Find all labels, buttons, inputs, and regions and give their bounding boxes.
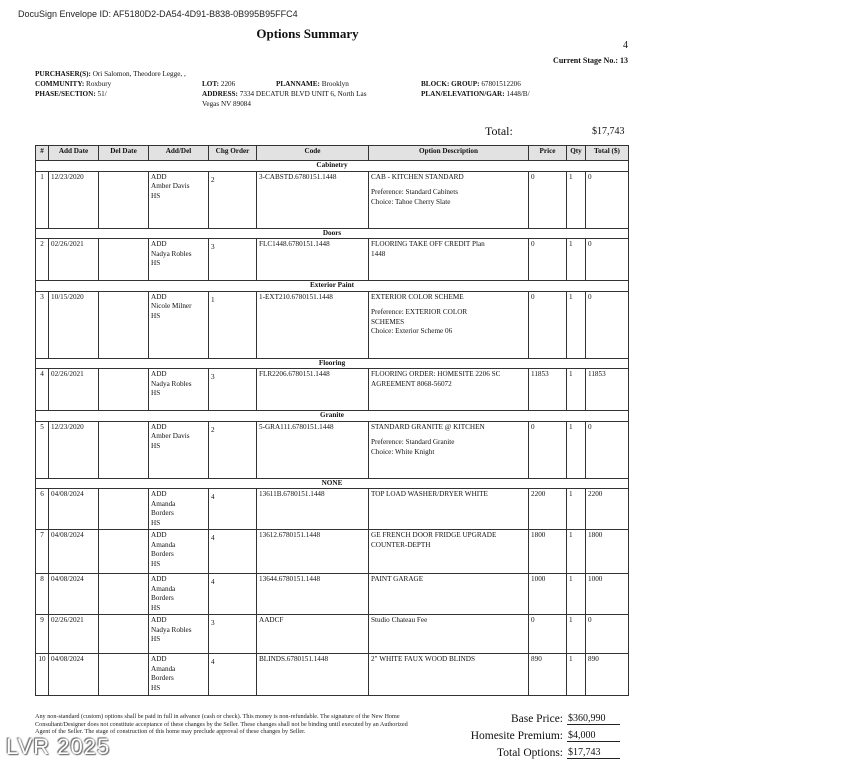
row-total: 1800 bbox=[586, 530, 629, 574]
row-code: FLC1448.6780151.1448 bbox=[257, 239, 369, 281]
lot-value: 2206 bbox=[220, 80, 236, 88]
row-chg-order bbox=[209, 291, 257, 358]
homesite-premium-value: $4,000 bbox=[567, 730, 620, 742]
person-name-2: Borders bbox=[151, 509, 174, 517]
row-del-date bbox=[99, 530, 149, 574]
table-row bbox=[36, 421, 629, 478]
add-del-value: ADD bbox=[151, 655, 167, 663]
row-total: 0 bbox=[586, 291, 629, 358]
row-num: 4 bbox=[36, 369, 49, 411]
row-price: 0 bbox=[529, 615, 567, 654]
purchaser-value: Ori Salomon, Theodore Legge, , bbox=[92, 70, 186, 78]
total-options-row bbox=[423, 747, 620, 759]
row-description bbox=[369, 369, 529, 411]
col-code: Code bbox=[257, 146, 369, 161]
row-chg-order bbox=[209, 574, 257, 615]
row-price: 11853 bbox=[529, 369, 567, 411]
category-row bbox=[36, 478, 629, 489]
row-qty: 1 bbox=[567, 291, 586, 358]
desc-line: Studio Chateau Fee bbox=[371, 616, 428, 624]
row-num: 8 bbox=[36, 574, 49, 615]
row-price: 1800 bbox=[529, 530, 567, 574]
desc-line: 2" WHITE FAUX WOOD BLINDS bbox=[371, 655, 475, 663]
base-price-value: $360,990 bbox=[567, 713, 620, 725]
table-row bbox=[36, 291, 629, 358]
plan-elevation-line bbox=[421, 90, 530, 100]
disclaimer-note: Any non-standard (custom) options shall be paid in full in advance (cash or check). This money is non-refundable. The signature of the New Home Consultant/Designer does not constitute acceptance of these changes by the Seller. These changes shall not be binding until executed by an Authorized Agent of the Seller. The stage of construction of this home may preclude approval of these changes by Seller. bbox=[35, 713, 408, 736]
row-total: 890 bbox=[586, 654, 629, 696]
community-value: Roxbury bbox=[86, 80, 112, 88]
row-chg-order bbox=[209, 369, 257, 411]
hs-label: HS bbox=[151, 518, 161, 527]
row-price: 1000 bbox=[529, 574, 567, 615]
homesite-premium-row bbox=[423, 730, 620, 742]
row-code: 3-CABSTD.6780151.1448 bbox=[257, 171, 369, 228]
row-qty: 1 bbox=[567, 171, 586, 228]
table-row bbox=[36, 530, 629, 574]
phase-line bbox=[35, 90, 107, 100]
preference-line: Preference: Standard Granite bbox=[371, 438, 455, 446]
address-line-2: Vegas NV 89084 bbox=[202, 100, 251, 108]
row-qty: 1 bbox=[567, 574, 586, 615]
row-description bbox=[369, 489, 529, 530]
choice-line: Choice: Tahoe Cherry Slate bbox=[371, 197, 451, 206]
col-option-description: Option Description bbox=[369, 146, 529, 161]
person-name: Nadya Robles bbox=[151, 249, 192, 258]
row-total: 0 bbox=[586, 615, 629, 654]
row-num: 1 bbox=[36, 171, 49, 228]
row-total: 0 bbox=[586, 171, 629, 228]
row-code: 1-EXT210.6780151.1448 bbox=[257, 291, 369, 358]
person-name: Amanda bbox=[151, 584, 176, 593]
col-price: Price bbox=[529, 146, 567, 161]
base-price-row bbox=[423, 713, 620, 725]
group-label: GROUP: bbox=[451, 80, 480, 88]
row-add-del bbox=[149, 489, 209, 530]
chg-order-value: 4 bbox=[211, 493, 215, 501]
category-row bbox=[36, 281, 629, 292]
purchaser-label: PURCHASER(S): bbox=[35, 70, 91, 78]
row-add-date: 12/23/2020 bbox=[49, 171, 99, 228]
category-label: Granite bbox=[36, 411, 629, 422]
chg-order-value: 3 bbox=[211, 373, 215, 381]
col-total: Total ($) bbox=[586, 146, 629, 161]
row-del-date bbox=[99, 291, 149, 358]
block-group-line bbox=[421, 80, 521, 90]
add-del-value: ADD bbox=[151, 240, 167, 248]
preference-line: Preference: Standard Cabinets bbox=[371, 188, 459, 196]
total-label: Total: bbox=[485, 124, 513, 138]
chg-order-value: 4 bbox=[211, 534, 215, 542]
hs-label: HS bbox=[151, 311, 161, 320]
person-name: Amanda bbox=[151, 540, 176, 549]
row-add-del bbox=[149, 615, 209, 654]
row-add-date: 10/15/2020 bbox=[49, 291, 99, 358]
row-add-date: 02/26/2021 bbox=[49, 239, 99, 281]
desc-line: GE FRENCH DOOR FRIDGE UPGRADE bbox=[371, 531, 497, 539]
add-del-value: ADD bbox=[151, 172, 167, 181]
col-add-date: Add Date bbox=[49, 146, 99, 161]
choice-line: Choice: White Knight bbox=[371, 447, 435, 456]
row-num: 2 bbox=[36, 239, 49, 281]
row-add-del bbox=[149, 291, 209, 358]
row-add-date: 04/08/2024 bbox=[49, 574, 99, 615]
row-code: 13611B.6780151.1448 bbox=[257, 489, 369, 530]
planname-label: PLANNAME: bbox=[276, 80, 320, 88]
row-add-date: 04/08/2024 bbox=[49, 489, 99, 530]
total-options-value: $17,743 bbox=[567, 747, 620, 759]
row-total: 1000 bbox=[586, 574, 629, 615]
hs-label: HS bbox=[151, 559, 161, 568]
add-del-value: ADD bbox=[151, 531, 167, 539]
phase-value: 51/ bbox=[97, 90, 107, 98]
category-row bbox=[36, 161, 629, 172]
person-name: Amber Davis bbox=[151, 182, 190, 190]
base-price-label: Base Price: bbox=[510, 713, 563, 725]
watermark: LVR 2025 bbox=[6, 734, 111, 759]
row-price: 890 bbox=[529, 654, 567, 696]
category-label: Flooring bbox=[36, 358, 629, 369]
desc-line: FLOORING TAKE OFF CREDIT Plan bbox=[371, 240, 485, 248]
row-chg-order bbox=[209, 654, 257, 696]
hs-label: HS bbox=[151, 635, 161, 643]
row-price: 2200 bbox=[529, 489, 567, 530]
desc-line: EXTERIOR COLOR SCHEME bbox=[371, 292, 464, 301]
add-del-value: ADD bbox=[151, 370, 167, 378]
row-qty: 1 bbox=[567, 654, 586, 696]
row-description bbox=[369, 171, 529, 228]
hs-label: HS bbox=[151, 389, 161, 397]
desc-line: FLOORING ORDER: HOMESITE 2206 SC bbox=[371, 370, 501, 378]
row-code: AADCF bbox=[257, 615, 369, 654]
row-num: 3 bbox=[36, 291, 49, 358]
envelope-id: DocuSign Envelope ID: AF5180D2-DA54-4D91-B838-0B995B95FFC4 bbox=[18, 9, 298, 19]
hs-label: HS bbox=[151, 683, 161, 692]
community-line bbox=[35, 80, 111, 90]
row-add-del bbox=[149, 530, 209, 574]
chg-order-value: 1 bbox=[211, 295, 215, 304]
row-del-date bbox=[99, 239, 149, 281]
desc-line-2: 1448 bbox=[371, 249, 386, 258]
chg-order-value: 2 bbox=[211, 175, 215, 184]
desc-line: TOP LOAD WASHER/DRYER WHITE bbox=[371, 490, 488, 498]
chg-order-value: 2 bbox=[211, 425, 215, 434]
category-row bbox=[36, 358, 629, 369]
row-description bbox=[369, 291, 529, 358]
category-row bbox=[36, 411, 629, 422]
row-num: 6 bbox=[36, 489, 49, 530]
row-description bbox=[369, 615, 529, 654]
row-add-date: 04/08/2024 bbox=[49, 530, 99, 574]
community-label: COMMUNITY: bbox=[35, 80, 85, 88]
row-chg-order bbox=[209, 239, 257, 281]
person-name-2: Borders bbox=[151, 594, 174, 602]
row-description bbox=[369, 239, 529, 281]
add-del-value: ADD bbox=[151, 490, 167, 498]
preference-line: Preference: EXTERIOR COLOR SCHEMES bbox=[371, 308, 468, 326]
row-add-del bbox=[149, 421, 209, 478]
col-chg-order: Chg Order bbox=[209, 146, 257, 161]
row-add-del bbox=[149, 654, 209, 696]
row-del-date bbox=[99, 654, 149, 696]
row-qty: 1 bbox=[567, 421, 586, 478]
row-code: FLR2206.6780151.1448 bbox=[257, 369, 369, 411]
person-name: Amanda bbox=[151, 499, 176, 508]
hs-label: HS bbox=[151, 441, 161, 450]
row-total: 0 bbox=[586, 421, 629, 478]
table-row bbox=[36, 171, 629, 228]
row-del-date bbox=[99, 171, 149, 228]
hs-label: HS bbox=[151, 603, 161, 612]
chg-order-value: 3 bbox=[211, 619, 215, 627]
page-title: Options Summary bbox=[256, 26, 359, 41]
person-name-2: Borders bbox=[151, 674, 174, 682]
row-add-date: 04/08/2024 bbox=[49, 654, 99, 696]
row-price: 0 bbox=[529, 239, 567, 281]
homesite-premium-label: Homesite Premium: bbox=[470, 730, 563, 742]
row-total: 0 bbox=[586, 239, 629, 281]
page-number: 4 bbox=[623, 40, 628, 51]
row-description bbox=[369, 654, 529, 696]
category-label: Cabinetry bbox=[36, 161, 629, 172]
lot-line bbox=[202, 80, 235, 90]
person-name: Nicole Milner bbox=[151, 302, 192, 310]
choice-line: Choice: Exterior Scheme 06 bbox=[371, 327, 453, 335]
person-name: Amanda bbox=[151, 664, 176, 673]
plan-elevation-value: 1448/B/ bbox=[506, 90, 530, 98]
row-code: BLINDS.6780151.1448 bbox=[257, 654, 369, 696]
phase-label: PHASE/SECTION: bbox=[35, 90, 96, 98]
desc-line-2: COUNTER-DEPTH bbox=[371, 540, 431, 549]
col-del-date: Del Date bbox=[99, 146, 149, 161]
row-add-del bbox=[149, 171, 209, 228]
category-row bbox=[36, 228, 629, 239]
row-num: 7 bbox=[36, 530, 49, 574]
row-code: 13612.6780151.1448 bbox=[257, 530, 369, 574]
table-row bbox=[36, 489, 629, 530]
person-name: Nadya Robles bbox=[151, 379, 192, 388]
row-total: 2200 bbox=[586, 489, 629, 530]
current-stage-label: Current Stage No.: bbox=[553, 56, 618, 65]
row-chg-order bbox=[209, 489, 257, 530]
add-del-value: ADD bbox=[151, 292, 167, 301]
block-label: BLOCK: bbox=[421, 80, 450, 88]
table-row bbox=[36, 654, 629, 696]
planname-line bbox=[276, 80, 349, 90]
total-value: $17,743 bbox=[592, 126, 625, 137]
chg-order-value: 4 bbox=[211, 658, 215, 666]
row-add-date: 12/23/2020 bbox=[49, 421, 99, 478]
total-options-label: Total Options: bbox=[497, 747, 563, 759]
table-row bbox=[36, 574, 629, 615]
add-del-value: ADD bbox=[151, 575, 167, 583]
row-chg-order bbox=[209, 171, 257, 228]
row-add-date: 02/26/2021 bbox=[49, 615, 99, 654]
lot-label: LOT: bbox=[202, 80, 220, 88]
plan-elevation-label: PLAN/ELEVATION/GAR: bbox=[421, 90, 505, 98]
row-qty: 1 bbox=[567, 615, 586, 654]
col-qty: Qty bbox=[567, 146, 586, 161]
row-price: 0 bbox=[529, 171, 567, 228]
planname-value: Brooklyn bbox=[321, 80, 349, 88]
desc-line-2: AGREEMENT 8068-56072 bbox=[371, 379, 452, 388]
row-description bbox=[369, 530, 529, 574]
row-code: 13644.6780151.1448 bbox=[257, 574, 369, 615]
category-label: Exterior Paint bbox=[36, 281, 629, 292]
row-add-del bbox=[149, 239, 209, 281]
row-add-date: 02/26/2021 bbox=[49, 369, 99, 411]
current-stage bbox=[553, 56, 628, 65]
row-qty: 1 bbox=[567, 239, 586, 281]
group-value: 67801512206 bbox=[481, 80, 521, 88]
purchaser-line bbox=[35, 70, 186, 80]
row-num: 5 bbox=[36, 421, 49, 478]
address-value-1: 7334 DECATUR BLVD UNIT 6, North Las bbox=[239, 90, 367, 98]
table-row bbox=[36, 239, 629, 281]
desc-line: PAINT GARAGE bbox=[371, 575, 424, 583]
chg-order-value: 3 bbox=[211, 243, 215, 251]
row-code: 5-GRA111.6780151.1448 bbox=[257, 421, 369, 478]
person-name-2: Borders bbox=[151, 550, 174, 558]
address-label: ADDRESS: bbox=[202, 90, 238, 98]
row-del-date bbox=[99, 615, 149, 654]
row-add-del bbox=[149, 574, 209, 615]
row-qty: 1 bbox=[567, 369, 586, 411]
row-qty: 1 bbox=[567, 489, 586, 530]
current-stage-value: 13 bbox=[620, 56, 628, 65]
table-row bbox=[36, 369, 629, 411]
row-chg-order bbox=[209, 530, 257, 574]
row-chg-order bbox=[209, 421, 257, 478]
row-del-date bbox=[99, 421, 149, 478]
table-row bbox=[36, 615, 629, 654]
person-name: Amber Davis bbox=[151, 432, 190, 440]
row-total: 11853 bbox=[586, 369, 629, 411]
table-header bbox=[36, 146, 629, 161]
row-qty: 1 bbox=[567, 530, 586, 574]
row-description bbox=[369, 574, 529, 615]
row-price: 0 bbox=[529, 291, 567, 358]
row-num: 10 bbox=[36, 654, 49, 696]
row-add-del bbox=[149, 369, 209, 411]
add-del-value: ADD bbox=[151, 616, 167, 624]
row-description bbox=[369, 421, 529, 478]
add-del-value: ADD bbox=[151, 422, 167, 431]
hs-label: HS bbox=[151, 191, 161, 200]
chg-order-value: 4 bbox=[211, 578, 215, 586]
category-label: NONE bbox=[36, 478, 629, 489]
row-del-date bbox=[99, 369, 149, 411]
category-label: Doors bbox=[36, 228, 629, 239]
row-del-date bbox=[99, 489, 149, 530]
col-num: # bbox=[36, 146, 49, 161]
desc-line: CAB - KITCHEN STANDARD bbox=[371, 172, 464, 181]
row-price: 0 bbox=[529, 421, 567, 478]
row-del-date bbox=[99, 574, 149, 615]
options-table bbox=[35, 145, 629, 696]
col-add-del: Add/Del bbox=[149, 146, 209, 161]
hs-label: HS bbox=[151, 259, 161, 267]
address-line bbox=[202, 90, 367, 100]
row-num: 9 bbox=[36, 615, 49, 654]
person-name: Nadya Robles bbox=[151, 625, 192, 634]
desc-line: STANDARD GRANITE @ KITCHEN bbox=[371, 422, 485, 431]
row-chg-order bbox=[209, 615, 257, 654]
